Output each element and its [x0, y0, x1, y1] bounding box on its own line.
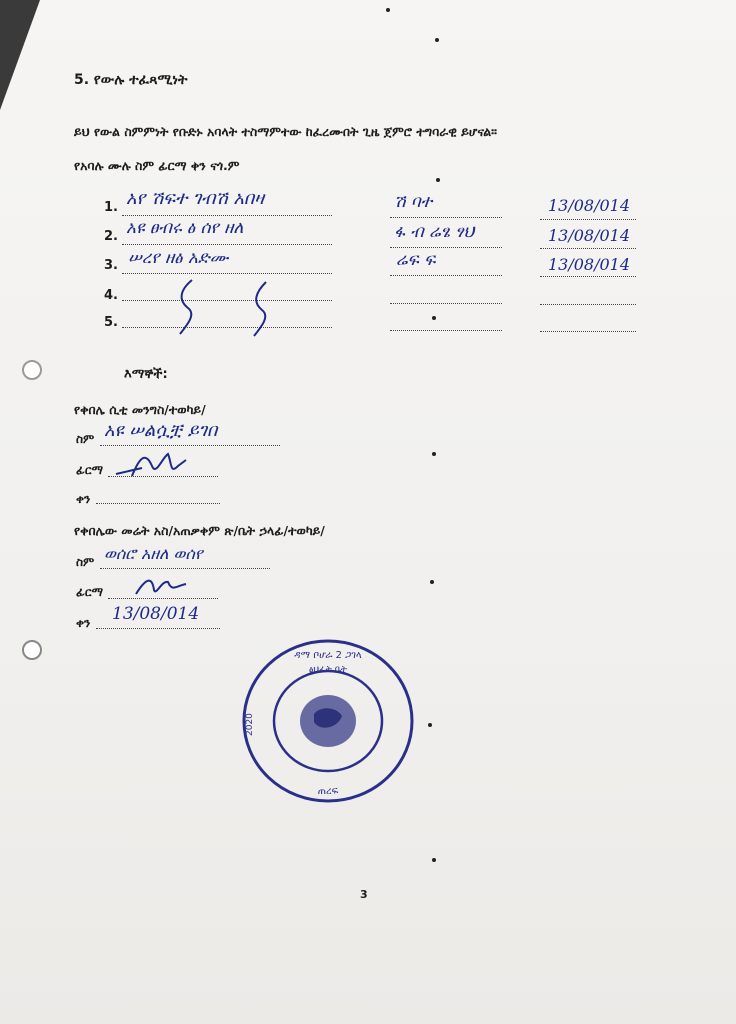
member-signature: ፋ ብ ሬፄ ፃህ — [394, 222, 475, 242]
signature-line — [390, 217, 502, 218]
strike-scrawl — [170, 278, 280, 338]
name-line — [122, 273, 332, 274]
member-date: 13/08/014 — [548, 255, 631, 274]
date-line — [540, 304, 636, 305]
row-number: 5. — [104, 315, 118, 330]
member-signature: ሬፍ ፍ — [396, 250, 436, 270]
witness-1-signature-mark — [112, 446, 192, 482]
date-line — [540, 219, 636, 220]
name-line — [122, 244, 332, 245]
witness-1-name-value: አዩ ሠልሷቿ ይገበ — [104, 420, 218, 441]
name-line — [122, 215, 332, 216]
witness-1-title: የቀበሌ ሲቲ መንግስ/ተወካይ/ — [74, 402, 206, 417]
signature-line — [390, 247, 502, 248]
stamp-bottom-text: ጠረፍ — [317, 786, 339, 797]
page-number: 3 — [360, 888, 368, 901]
member-name: አየ ሽፍተ ገብሽ አበዛ — [126, 188, 264, 209]
folded-corner — [0, 0, 40, 110]
speck — [432, 452, 436, 456]
witness-2-name-line — [100, 568, 270, 569]
speck — [436, 178, 440, 182]
punch-hole — [22, 640, 42, 660]
member-date: 13/08/014 — [548, 226, 631, 245]
row-number: 3. — [104, 258, 118, 273]
witness-1-signature-label: ፊርማ — [76, 463, 104, 477]
stamp-side-text: 2020 — [245, 713, 255, 736]
intro-sentence: ይህ የውል ስምምነት የቡድኑ አባላት ተስማምተው ከፈረሙበት ጊዜ ጀምሮ ተግባራዊ ይሆናል። — [74, 124, 497, 139]
member-name: አዩ ፀብሩ ፅ ሰየ ዘለ — [126, 218, 244, 238]
signature-line — [390, 330, 502, 331]
witness-2-date-value: 13/08/014 — [112, 604, 200, 624]
speck — [432, 858, 436, 862]
witness-2-date-label: ቀን — [76, 616, 91, 630]
witness-1-date-line — [96, 503, 220, 504]
punch-hole — [22, 360, 42, 380]
witness-2-signature-mark — [132, 572, 192, 600]
row-number: 1. — [104, 200, 118, 215]
member-signature: ሽ ባተ — [394, 192, 433, 212]
witness-2-name-label: ስም — [76, 555, 95, 569]
signatories-label: የአባሉ ሙሉ ስም ፊርማ ቀን ናጎ.ም — [74, 158, 240, 173]
date-line — [540, 276, 636, 277]
stamp-inner-text: ፅህፈት ቤት — [308, 665, 348, 675]
row-number: 2. — [104, 229, 118, 244]
date-line — [540, 331, 636, 332]
date-line — [540, 248, 636, 249]
member-name: ሠረየ ዘፅ አድሙ — [128, 248, 229, 268]
official-stamp — [238, 636, 418, 806]
stamp-outer-text: ዳማ ቦሆራ 2 ጋገላ — [294, 650, 362, 661]
signature-line — [390, 275, 502, 276]
speck — [428, 723, 432, 727]
speck — [435, 38, 439, 42]
witness-1-date-label: ቀን — [76, 492, 91, 506]
section-heading: 5. የውሉ ተፈጻሚነት — [74, 72, 188, 88]
witness-2-name-value: ወሰሮ አዘለ ወሰየ — [104, 544, 203, 563]
witnesses-label: እማኞች: — [124, 367, 168, 382]
witness-2-date-line — [96, 628, 220, 629]
witness-2-signature-label: ፊርማ — [76, 585, 104, 599]
row-number: 4. — [104, 288, 118, 303]
member-date: 13/08/014 — [548, 196, 631, 215]
signature-line — [390, 303, 502, 304]
speck — [386, 8, 390, 12]
witness-2-title: የቀበሌው መሬት አስ/አጠቃቀም ጽ/ቤት ኃላፊ/ተወካይ/ — [74, 523, 325, 538]
witness-1-name-label: ስም — [76, 432, 95, 446]
speck — [430, 580, 434, 584]
speck — [432, 316, 436, 320]
